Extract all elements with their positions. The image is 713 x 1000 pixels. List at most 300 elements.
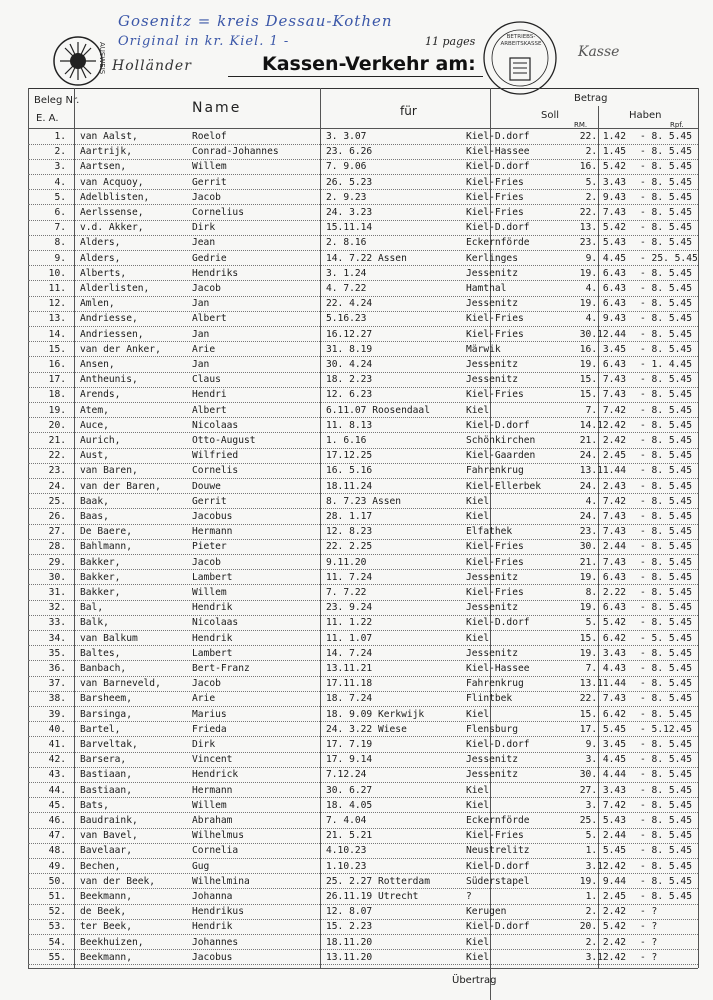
header-rm: RM. [574,121,588,129]
row-soll: 24. 2.43 [579,480,626,492]
table-row [0,266,713,281]
row-birth-date: 12. 8.07 [326,906,373,918]
row-birth-date: 7. 9.06 [326,161,367,173]
row-number: 28. [48,541,66,553]
row-place: Kiel-D.dorf [466,860,530,872]
row-haben: - 8. 5.45 [640,495,692,507]
table-row [0,631,713,646]
row-last-name: Bastiaan, [80,784,132,796]
row-number: 13. [48,313,66,325]
row-birth-date: 6.11.07 Roosendaal [326,404,430,416]
table-row [0,919,713,934]
row-first-name: Jacob [192,191,221,203]
row-place: Kerlinges [466,252,518,264]
row-place: Kiel [466,511,490,522]
table-row [0,904,713,919]
row-number: 5. [54,191,66,203]
row-last-name: Baltes, [80,647,121,659]
row-first-name: Jan [192,298,210,310]
row-place: Jessenitz [466,359,518,370]
row-soll: 19. 9.44 [579,875,626,887]
row-last-name: van Balkum [80,632,138,644]
row-haben: - 8. 5.45 [640,587,692,598]
row-place: Kiel [466,784,490,796]
row-number: 38. [48,693,66,705]
row-haben: - 8. 5.45 [640,222,692,234]
row-number: 34. [48,632,66,644]
row-soll: 27. 3.43 [579,784,626,796]
row-birth-date: 18. 4.05 [326,799,373,811]
row-haben: - 8. 5.45 [640,845,692,857]
row-number: 6. [54,207,66,218]
row-soll: 2. 2.42 [585,936,626,948]
table-row [0,159,713,174]
table-row [0,220,713,235]
row-last-name: Alders, [80,237,121,249]
row-number: 16. [48,359,66,370]
row-soll: 30. 2.44 [579,541,626,553]
row-number: 15. [48,343,66,355]
row-haben: - 8. 5.45 [640,435,692,446]
table-row [0,327,713,342]
row-birth-date: 23. 9.24 [326,602,373,614]
table-row [0,509,713,524]
table-row [0,144,713,159]
row-last-name: van Bavel, [80,830,138,842]
handwritten-kasse: Kasse [578,44,620,60]
table-row [0,843,713,858]
row-place: Kiel-D.dorf [466,161,530,173]
row-soll: 19. 6.43 [579,571,626,583]
row-haben: - 5.12.45 [640,723,692,735]
row-number: 18. [48,389,66,401]
row-number: 50. [48,875,66,887]
row-last-name: Aartsen, [80,161,127,173]
row-birth-date: 11. 1.22 [326,617,373,629]
row-last-name: Bechen, [80,860,121,872]
row-first-name: Jan [192,328,210,340]
row-number: 45. [48,799,66,811]
row-number: 46. [48,815,66,826]
row-soll: 2. 2.42 [585,906,626,918]
table-row [0,372,713,387]
row-number: 17. [48,374,66,386]
row-haben: - 8. 5.45 [640,678,692,690]
row-haben: - 1. 4.45 [640,359,692,370]
row-first-name: Arie [192,693,216,705]
row-first-name: Wilfried [192,450,239,462]
row-last-name: De Baere, [80,526,132,538]
row-place: Flensburg [466,723,518,735]
row-first-name: Willem [192,587,227,598]
row-haben: - 8. 5.45 [640,571,692,583]
row-haben: - 8. 5.45 [640,404,692,416]
row-last-name: Bastiaan, [80,769,132,781]
row-haben: - 8. 5.45 [640,556,692,568]
row-number: 51. [48,891,66,902]
row-haben: - 25. 5.45 [640,252,698,264]
row-place: Kiel [466,799,490,811]
row-first-name: Johannes [192,936,239,948]
row-number: 55. [48,951,66,963]
row-first-name: Jacobus [192,951,233,963]
row-haben: - 8. 5.45 [640,313,692,325]
row-last-name: Arends, [80,389,121,401]
header-soll: Soll [541,110,560,121]
row-number: 21. [48,435,66,446]
stamp-left-text: AUSWEIS [98,42,106,75]
table-row [0,783,713,798]
row-number: 1. [54,131,66,142]
row-last-name: Barsheem, [80,693,132,705]
row-number: 35. [48,647,66,659]
row-soll: 22. 7.43 [579,207,626,218]
row-last-name: Atem, [80,404,109,416]
table-row [0,874,713,889]
row-birth-date: 14. 7.24 [326,647,373,659]
table-row [0,281,713,296]
row-soll: 19. 6.43 [579,602,626,614]
row-birth-date: 25. 2.27 Rotterdam [326,875,430,887]
row-place: Kiel-D.dorf [466,739,530,750]
row-place: Süderstapel [466,875,530,887]
row-first-name: Hendrikus [192,906,244,918]
row-birth-date: 9.11.20 [326,556,367,568]
row-haben: - 8. 5.45 [640,784,692,796]
row-first-name: Abraham [192,815,233,826]
row-last-name: van der Baren, [80,480,161,492]
row-haben: - 8. 5.45 [640,815,692,826]
row-place: Jessenitz [466,267,518,279]
row-birth-date: 15. 2.23 [326,921,373,933]
row-place: Kerugen [466,906,507,918]
row-birth-date: 31. 8.19 [326,343,373,355]
row-soll: 7. 4.43 [585,663,626,674]
row-number: 42. [48,754,66,766]
row-number: 47. [48,830,66,842]
row-number: 52. [48,906,66,918]
row-number: 9. [54,252,66,264]
row-haben: - ? [640,906,658,918]
row-number: 19. [48,404,66,416]
row-last-name: Bakker, [80,587,121,598]
row-first-name: Hermann [192,784,233,796]
row-haben: - 8. 5.45 [640,799,692,811]
row-last-name: Auce, [80,419,109,431]
row-first-name: Otto-August [192,435,256,446]
handwritten-note-line3: Holländer [112,58,192,74]
row-birth-date: 11. 1.07 [326,632,373,644]
row-first-name: Albert [192,404,227,416]
row-place: Jessenitz [466,374,518,386]
row-last-name: Bartel, [80,723,121,735]
row-birth-date: 12. 8.23 [326,526,373,538]
row-birth-date: 12. 6.23 [326,389,373,401]
table-row [0,570,713,585]
row-haben: - 8. 5.45 [640,237,692,249]
row-last-name: Amlen, [80,298,115,310]
row-number: 8. [54,237,66,249]
row-birth-date: 4.10.23 [326,845,367,857]
row-birth-date: 23. 6.26 [326,146,373,158]
row-number: 25. [48,495,66,507]
ink-stamp-right-icon [480,18,560,98]
row-birth-date: 26.11.19 Utrecht [326,891,419,902]
row-haben: - 8. 5.45 [640,617,692,629]
row-place: Kiel [466,404,490,416]
table-row [0,524,713,539]
row-soll: 23. 5.43 [579,237,626,249]
row-soll: 13.11.44 [579,465,626,477]
handwritten-note-line1: Gosenitz = kreis Dessau-Kothen [118,12,393,30]
row-soll: 3.12.42 [585,860,626,872]
row-haben: - ? [640,951,658,963]
row-place: Kiel-Fries [466,389,524,401]
row-soll: 17. 5.45 [579,723,626,735]
table-row [0,205,713,220]
row-first-name: Jacob [192,678,221,690]
row-birth-date: 18. 2.23 [326,374,373,386]
row-first-name: Hendri [192,389,227,401]
row-haben: - 8. 5.45 [640,328,692,340]
row-first-name: Nicolaas [192,617,239,629]
row-last-name: Baas, [80,511,109,522]
row-birth-date: 18.11.20 [326,936,373,948]
table-row [0,190,713,205]
row-haben: - 8. 5.45 [640,511,692,522]
row-last-name: Alders, [80,252,121,264]
row-haben: - ? [640,936,658,948]
row-first-name: Albert [192,313,227,325]
row-last-name: Baudraink, [80,815,138,826]
row-birth-date: 15.11.14 [326,222,373,234]
row-first-name: Dirk [192,222,216,234]
row-number: 4. [54,176,66,188]
row-soll: 2. 1.45 [585,146,626,158]
row-soll: 30. 4.44 [579,769,626,781]
row-last-name: Beekmann, [80,891,132,902]
row-soll: 24. 2.45 [579,450,626,462]
row-first-name: Willem [192,799,227,811]
row-number: 27. [48,526,66,538]
row-birth-date: 2. 9.23 [326,191,367,203]
row-soll: 20. 5.42 [579,921,626,933]
row-place: Kiel-Fries [466,176,524,188]
row-haben: - 8. 5.45 [640,739,692,750]
row-first-name: Jacobus [192,511,233,522]
row-soll: 15. 6.42 [579,708,626,720]
row-number: 29. [48,556,66,568]
table-row [0,357,713,372]
row-place: Kiel [466,632,490,644]
row-place: Fahrenkrug [466,678,524,690]
row-last-name: Bavelaar, [80,845,132,857]
row-place: Flintbek [466,693,513,705]
row-haben: - 8. 5.45 [640,891,692,902]
row-soll: 22. 1.42 [579,131,626,142]
row-last-name: v.d. Akker, [80,222,144,234]
row-place: Kiel-Fries [466,830,524,842]
row-haben: - 8. 5.45 [640,283,692,294]
row-soll: 14.12.42 [579,419,626,431]
row-birth-date: 11. 7.24 [326,571,373,583]
row-first-name: Gerrit [192,495,227,507]
row-haben: - 8. 5.45 [640,191,692,203]
row-soll: 4. 7.42 [585,495,626,507]
table-row [0,950,713,965]
row-last-name: van Barneveld, [80,678,161,690]
table-row [0,676,713,691]
row-first-name: Gerrit [192,176,227,188]
row-birth-date: 5.16.23 [326,313,367,325]
row-soll: 22. 7.43 [579,693,626,705]
table-row [0,448,713,463]
row-place: Jessenitz [466,647,518,659]
row-first-name: Cornelius [192,207,244,218]
row-soll: 21. 7.43 [579,556,626,568]
row-first-name: Marius [192,708,227,720]
table-row [0,403,713,418]
row-haben: - 8. 5.45 [640,875,692,887]
row-first-name: Lambert [192,571,233,583]
row-last-name: ter Beek, [80,921,132,933]
row-last-name: Antheunis, [80,374,138,386]
row-first-name: Vincent [192,754,233,766]
row-place: Kiel-Fries [466,191,524,203]
row-haben: - 8. 5.45 [640,541,692,553]
page-title: Kassen-Verkehr am: [262,53,476,75]
row-place: Kiel-D.dorf [466,921,530,933]
row-place: Schönkirchen [466,435,536,446]
row-number: 7. [54,222,66,234]
row-birth-date: 24. 3.22 Wiese [326,723,407,735]
table-top-line [28,88,698,89]
row-last-name: Bal, [80,602,104,614]
row-last-name: Baak, [80,495,109,507]
row-soll: 15. 6.42 [579,632,626,644]
row-soll: 23. 7.43 [579,526,626,538]
row-first-name: Wilhelmina [192,875,250,887]
row-place: Jessenitz [466,571,518,583]
row-place: Eckernförde [466,815,530,826]
header-fuer: für [400,104,417,118]
row-soll: 9. 4.45 [585,252,626,264]
row-soll: 16. 3.45 [579,343,626,355]
row-number: 11. [48,283,66,294]
row-birth-date: 14. 7.22 Assen [326,252,407,264]
row-last-name: Aartrijk, [80,146,132,158]
row-soll: 1. 5.45 [585,845,626,857]
row-place: Kiel-Ellerbek [466,480,542,492]
row-soll: 4. 9.43 [585,313,626,325]
row-first-name: Roelof [192,131,227,142]
row-number: 44. [48,784,66,796]
row-haben: - 8. 5.45 [640,647,692,659]
footer-uebertrag: Übertrag [452,975,497,986]
row-number: 22. [48,450,66,462]
row-soll: 7. 7.42 [585,404,626,416]
row-birth-date: 4. 7.22 [326,283,367,294]
row-birth-date: 17.12.25 [326,450,373,462]
row-place: Kiel-Fries [466,541,524,553]
row-number: 2. [54,146,66,158]
row-first-name: Bert-Franz [192,663,250,674]
row-place: Hamthal [466,283,507,294]
row-last-name: Balk, [80,617,109,629]
row-soll: 15. 7.43 [579,389,626,401]
row-number: 14. [48,328,66,340]
row-haben: - 8. 5.45 [640,769,692,781]
row-soll: 5. 2.44 [585,830,626,842]
row-place: Kiel-Fries [466,207,524,218]
row-birth-date: 1. 6.16 [326,435,367,446]
row-birth-date: 13.11.20 [326,951,373,963]
header-name: Name [192,100,242,116]
row-birth-date: 8. 7.23 Assen [326,495,402,507]
table-row [0,828,713,843]
row-soll: 15. 7.43 [579,374,626,386]
table-bottom-line [28,968,698,969]
row-first-name: Douwe [192,480,221,492]
row-number: 26. [48,511,66,522]
row-birth-date: 7. 4.04 [326,815,367,826]
row-place: Kiel-Fries [466,313,524,325]
row-last-name: Andriessen, [80,328,144,340]
header-beleg-nr: Beleg Nr. [34,95,80,106]
row-soll: 13.11.44 [579,678,626,690]
row-number: 33. [48,617,66,629]
table-row [0,935,713,950]
row-birth-date: 16. 5.16 [326,465,373,477]
row-rule [28,964,698,965]
row-place: Kiel-Hassee [466,663,530,674]
row-last-name: Alberts, [80,267,127,279]
row-number: 53. [48,921,66,933]
row-birth-date: 17.11.18 [326,678,373,690]
row-haben: - 8. 5.45 [640,267,692,279]
row-place: Kiel-D.dorf [466,419,530,431]
row-first-name: Gedrie [192,252,227,264]
row-first-name: Cornelis [192,465,239,477]
row-last-name: Andriesse, [80,313,138,325]
row-place: Jessenitz [466,769,518,781]
row-last-name: Aerlssense, [80,207,144,218]
row-birth-date: 17. 9.14 [326,754,373,766]
table-row [0,859,713,874]
row-first-name: Hendrik [192,632,233,644]
table-row [0,615,713,630]
row-haben: - 8. 5.45 [640,176,692,188]
row-number: 30. [48,571,66,583]
row-haben: - 8. 5.45 [640,693,692,705]
row-first-name: Nicolaas [192,419,239,431]
header-rpf: Rpf. [670,121,684,129]
row-first-name: Jacob [192,283,221,294]
row-place: Elfathek [466,526,513,538]
row-first-name: Hermann [192,526,233,538]
row-last-name: Bakker, [80,571,121,583]
row-last-name: Banbach, [80,663,127,674]
row-birth-date: 11. 8.13 [326,419,373,431]
table-row [0,798,713,813]
row-birth-date: 13.11.21 [326,663,373,674]
row-place: Kiel-D.dorf [466,131,530,142]
table-row [0,691,713,706]
row-place: Jessenitz [466,298,518,310]
row-place: Fahrenkrug [466,465,524,477]
row-place: Jessenitz [466,602,518,614]
row-place: Neustrelitz [466,845,530,857]
